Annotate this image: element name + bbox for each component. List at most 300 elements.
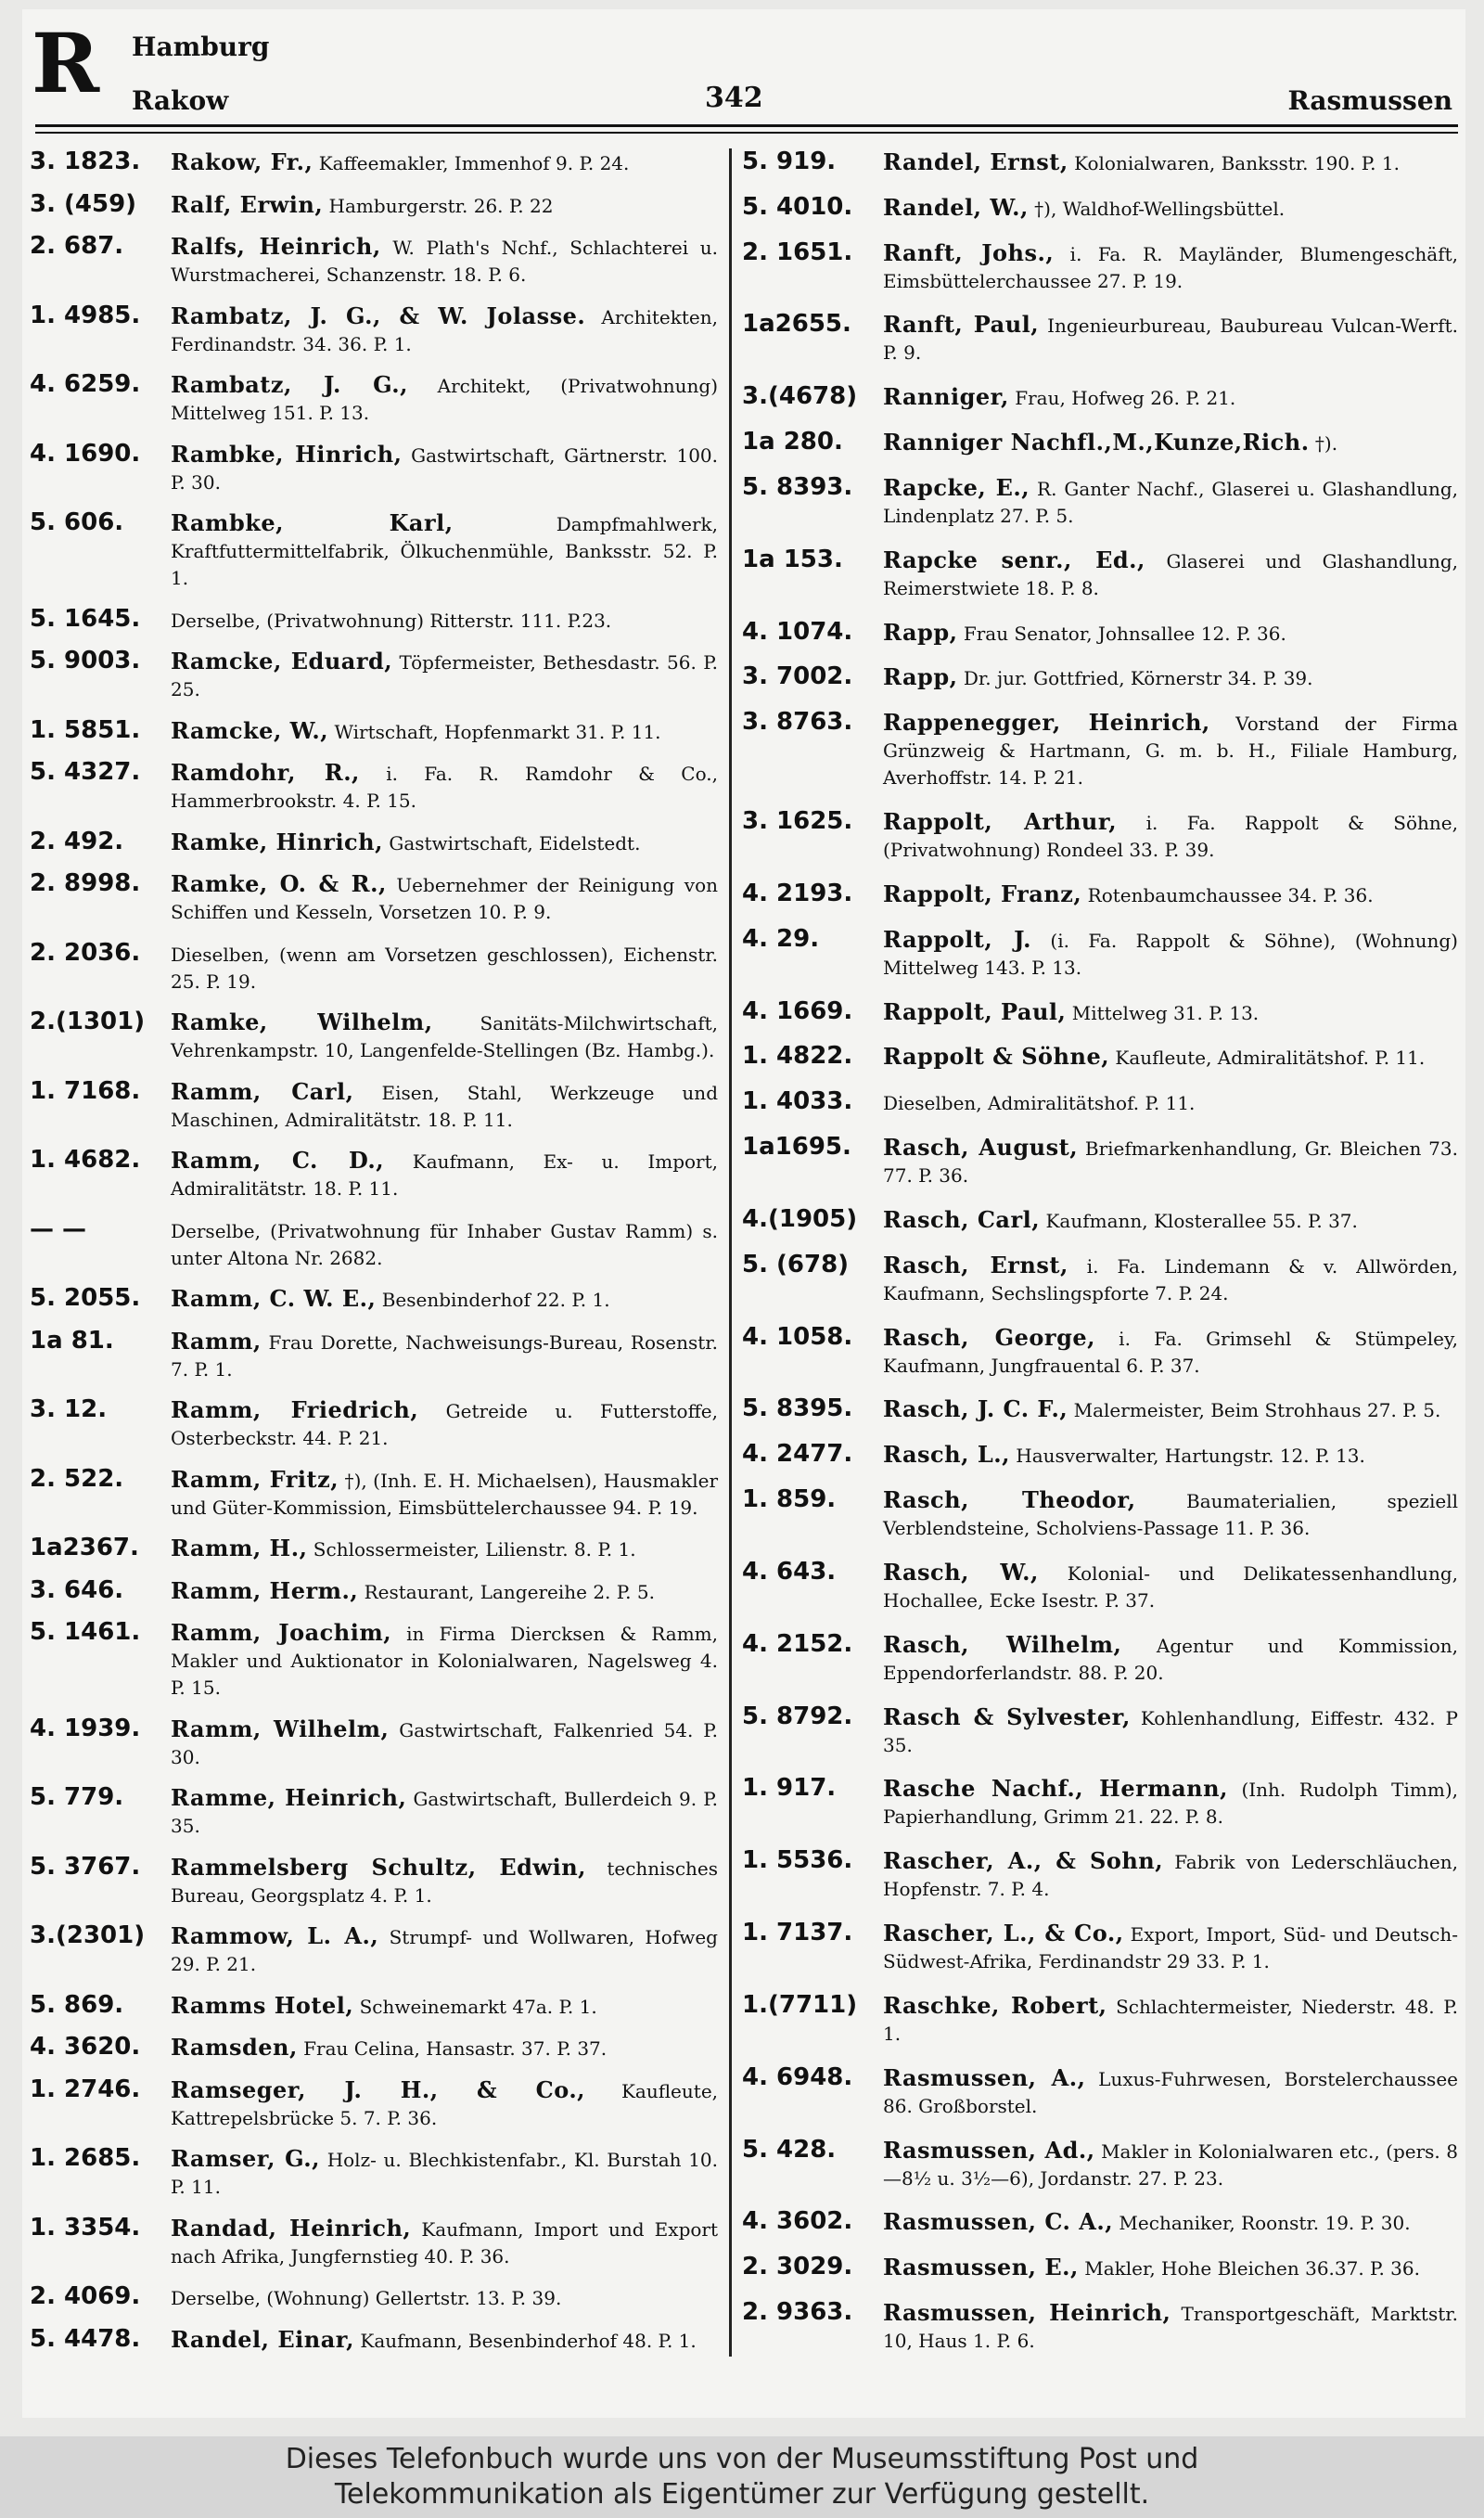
listing-entry: [30, 2076, 718, 2132]
phone-number: 1.(7711): [742, 1990, 858, 2019]
listing-text: [171, 1147, 718, 1202]
listing-details: Schlossermeister, Lilienstr. 8. P. 1.: [307, 1538, 636, 1561]
subscriber-name: Ramm, Herm.,: [171, 1576, 359, 1604]
phone-number: 1. 4682.: [30, 1146, 141, 1174]
page-number: 342: [705, 82, 763, 114]
subscriber-name: Rambke, Karl,: [171, 509, 454, 536]
listing-entry: [30, 1535, 718, 1563]
listing-details: Briefmarkenhandlung, Gr. Bleichen 73. 77. P. 36.: [883, 1137, 1458, 1188]
subscriber-name: Ranniger Nachfl.,M.,Kunze,Rich.: [883, 429, 1310, 456]
listing-text: [883, 2064, 1458, 2120]
listing-text: [171, 2326, 718, 2355]
phone-number: 2.(1301): [30, 1008, 146, 1035]
subscriber-name: Ramm, Joachim,: [171, 1619, 392, 1646]
subscriber-name: Rasch, August,: [883, 1134, 1079, 1162]
phone-number: 3. 1625.: [742, 807, 853, 836]
subscriber-name: Rasch & Sylvester,: [883, 1702, 1131, 1730]
listing-entry: [742, 1134, 1458, 1189]
subscriber-name: Rammelsberg Schultz, Edwin,: [171, 1853, 587, 1881]
phone-number: 1. 7168.: [30, 1076, 141, 1105]
listing-text: [171, 148, 718, 177]
subscriber-name: Ramm, C. D.,: [171, 1147, 385, 1174]
listing-entry: [30, 1285, 718, 1314]
subscriber-name: Ramke, Hinrich,: [171, 828, 383, 855]
listing-text: [883, 1486, 1458, 1542]
listing-text: [883, 474, 1458, 530]
subscriber-name: Rappolt & Söhne,: [883, 1043, 1110, 1071]
phone-number: 4. 3620.: [30, 2033, 141, 2061]
subscriber-name: Ranniger,: [883, 383, 1009, 411]
subscriber-name: Rasmussen, E.,: [883, 2254, 1079, 2281]
subscriber-name: Ramsden,: [171, 2034, 298, 2061]
listing-entry: [30, 1619, 718, 1702]
subscriber-name: Rasche Nachf., Hermann,: [883, 1775, 1228, 1803]
listing-entry: [742, 1559, 1458, 1614]
phone-number: 4. 1939.: [30, 1714, 141, 1742]
phone-number: 1a 280.: [742, 428, 843, 456]
subscriber-name: Ramm, Carl,: [171, 1077, 354, 1105]
listing-text: [883, 546, 1458, 602]
listing-entry: [30, 1466, 718, 1522]
listing-text: [883, 663, 1458, 692]
archive-notice: [0, 2436, 1484, 2518]
listing-entry: [30, 1992, 718, 2021]
listing-entry: [742, 1441, 1458, 1470]
listing-details: Uebernehmer der Reinigung von Schiffen und Kesseln, Vorsetzen 10. P. 9.: [171, 874, 718, 923]
listing-text: [171, 2145, 718, 2201]
phone-number: 3.(4678): [742, 382, 858, 411]
listing-details: Mittelweg 31. P. 13.: [1066, 1001, 1260, 1024]
listing-details: Agentur und Kommission, Eppendorferlandstr. 88. P. 20.: [883, 1634, 1458, 1684]
phone-number: 4. 1669.: [742, 996, 853, 1025]
listing-entry: [30, 1008, 718, 1064]
listing-entry: [30, 2326, 718, 2355]
listing-entry: [742, 2299, 1458, 2355]
phone-number: 1a 81.: [30, 1326, 114, 1355]
listing-details: (i. Fa. Rappolt & Söhne), (Wohnung) Mittelweg 143. P. 13.: [883, 929, 1458, 979]
phone-number: 1. 859.: [742, 1485, 837, 1514]
listing-details: i. Fa. Lindemann & v. Allwörden, Kaufmann, Sechslingspforte 7. P. 24.: [883, 1254, 1459, 1304]
listing-details: Kaufleute, Admiralitätshof. P. 11.: [1109, 1047, 1426, 1070]
listing-text: [171, 233, 718, 289]
phone-number: 4. 2193.: [742, 879, 853, 907]
phone-number: 5. 4327.: [30, 758, 141, 786]
subscriber-name: Rapcke senr., Ed.,: [883, 546, 1145, 573]
listing-text: [883, 1088, 1458, 1117]
phone-number: 1. 4985.: [30, 301, 141, 329]
listing-text: [171, 1078, 718, 1134]
subscriber-name: Rapp,: [883, 618, 958, 646]
listing-entry: [30, 606, 718, 635]
subscriber-name: Ramm, Wilhelm,: [171, 1715, 390, 1742]
listing-details: Schlachtermeister, Niederstr. 48. P. 1.: [883, 1995, 1458, 2045]
phone-number: 2. 522.: [30, 1464, 124, 1493]
phone-number: 3. 7002.: [742, 662, 853, 691]
listing-details: Getreide u. Futterstoffe, Osterbeckstr. 44. P. 21.: [171, 1400, 718, 1449]
subscriber-name: Rappolt, Paul,: [883, 997, 1067, 1025]
phone-number: 5. 2055.: [30, 1284, 141, 1312]
listing-text: [171, 1784, 718, 1840]
listing-text: [171, 1008, 718, 1064]
listing-details: Sanitäts-Milchwirtschaft, Vehrenkampstr. 10, Langenfelde-Stellingen (Bz. Hambg.).: [171, 1012, 718, 1061]
subscriber-name: Ralf, Erwin,: [171, 190, 324, 218]
listing-details: Kohlenhandlung, Eiffestr. 432. P 35.: [883, 1706, 1459, 1756]
phone-number: 4. 1690.: [30, 439, 141, 468]
phone-number: 5. 606.: [30, 508, 124, 536]
listing-text: [883, 998, 1458, 1027]
phone-number: 3. (459): [30, 189, 137, 218]
listing-text: [883, 880, 1458, 909]
subscriber-name: Rambke, Hinrich,: [171, 440, 403, 468]
subscriber-name: Rascher, L., & Co.,: [883, 1920, 1124, 1947]
listing-details: Dieselben, Admiralitätshof. P. 11.: [883, 1092, 1196, 1115]
listing-entry: [30, 2215, 718, 2270]
listing-details: †), Waldhof-Wellingsbüttel.: [1028, 197, 1286, 220]
listing-text: [171, 1577, 718, 1606]
listing-details: Wirtschaft, Hopfenmarkt 31. P. 11.: [328, 720, 661, 743]
listing-details: Kaufmann, Besenbinderhof 48. P. 1.: [354, 2329, 697, 2352]
listing-details: in Firma Diercksen & Ramm, Makler und Auktionator in Kolonialwaren, Nagelsweg 4. P. 15.: [171, 1623, 719, 1699]
phone-number: 3. 12.: [30, 1395, 108, 1423]
listing-text: [883, 311, 1458, 366]
listing-details: Kolonialwaren, Banksstr. 190. P. 1.: [1068, 152, 1400, 174]
listing-entry: [742, 383, 1458, 412]
phone-number: 1. 3354.: [30, 2213, 141, 2242]
listing-entry: [30, 717, 718, 746]
subscriber-name: Ralfs, Heinrich,: [171, 233, 381, 260]
left-column: [30, 148, 718, 2355]
phone-number: 4.(1905): [742, 1204, 858, 1233]
listing-details: Frau Celina, Hansastr. 37. P. 37.: [297, 2037, 608, 2060]
directory-page: [22, 9, 1465, 2418]
listing-entry: [30, 1078, 718, 1134]
listing-details: technisches Bureau, Georgsplatz 4. P. 1.: [171, 1856, 718, 1907]
listing-entry: [742, 2137, 1458, 2192]
listing-entry: [742, 663, 1458, 692]
phone-number: 1. 7137.: [742, 1919, 853, 1947]
listing-details: Frau, Hofweg 26. P. 21.: [1008, 387, 1236, 410]
listing-details: Kaufmann, Ex- u. Import, Admiralitätstr. 18. P. 11.: [171, 1150, 719, 1200]
listing-entry: [30, 233, 718, 289]
listing-text: [171, 940, 718, 996]
listing-text: [883, 1252, 1458, 1307]
listing-details: i. Fa. R. Ramdohr & Co., Hammerbrookstr. 4. P. 15.: [171, 763, 718, 812]
listing-text: [171, 302, 718, 358]
listing-text: [171, 1285, 718, 1314]
listing-text: [171, 606, 718, 635]
subscriber-name: Rappolt, Arthur,: [883, 808, 1118, 836]
listing-text: [171, 2034, 718, 2062]
phone-number: 3. 1823.: [30, 148, 141, 175]
listing-text: [171, 1535, 718, 1563]
phone-number: 1. 5851.: [30, 715, 141, 744]
listing-text: [883, 1559, 1458, 1614]
listing-entry: [742, 311, 1458, 366]
subscriber-name: Ranft, Paul,: [883, 311, 1040, 339]
subscriber-name: Ramm, Friedrich,: [171, 1396, 419, 1423]
phone-number: 5. 1461.: [30, 1618, 141, 1646]
listing-details: Makler in Kolonialwaren etc., (pers. 8—8½ u. 3½—6), Jordanstr. 27. P. 23.: [883, 2139, 1458, 2190]
listing-details: Eisen, Stahl, Werkzeuge und Maschinen, Admiralitätstr. 18. P. 11.: [171, 1081, 718, 1131]
listing-text: [171, 1328, 718, 1383]
subscriber-name: Rasch, J. C. F.,: [883, 1395, 1068, 1423]
subscriber-name: Rasmussen, Ad.,: [883, 2136, 1095, 2164]
listing-entry: [742, 474, 1458, 530]
notice-line-2: Telekommunikation als Eigentümer zur Verfügung gestellt.: [334, 2478, 1150, 2511]
listing-details: R. Ganter Nachf., Glaserei u. Glashandlung, Lindenplatz 27. P. 5.: [883, 477, 1458, 527]
listing-details: Derselbe, (Privatwohnung) Ritterstr. 111. P.23.: [171, 609, 612, 632]
listing-details: Export, Import, Süd- und Deutsch-Südwest-Afrika, Ferdinandstr 29 33. P. 1.: [883, 1923, 1458, 1973]
listing-details: Gastwirtschaft, Eidelstedt.: [382, 831, 641, 854]
listing-text: [171, 829, 718, 857]
listing-text: [171, 1715, 718, 1771]
subscriber-name: Randel, Einar,: [171, 2325, 355, 2353]
listing-entry: [742, 2064, 1458, 2120]
listing-text: [883, 2137, 1458, 2192]
listing-entry: [30, 2283, 718, 2312]
listing-entry: [30, 302, 718, 358]
phone-number: 5. 869.: [30, 1990, 124, 2019]
listing-details: Vorstand der Firma Grünzweig & Hartmann, G. m. b. H., Filiale Hamburg, Averhoffstr. 14. P. 21.: [883, 713, 1458, 790]
listing-text: [171, 191, 718, 220]
phone-number: 2. 9363.: [742, 2297, 853, 2326]
subscriber-name: Rasch, Theodor,: [883, 1486, 1136, 1514]
listing-text: [883, 429, 1458, 457]
phone-number: 3. 646.: [30, 1575, 124, 1604]
listing-details: Strumpf- und Wollwaren, Hofweg 29. P. 21.: [171, 1926, 718, 1975]
listing-details: †).: [1309, 432, 1338, 456]
phone-number: 5. 1645.: [30, 604, 141, 633]
phone-number: 5. 9003.: [30, 647, 141, 674]
listing-text: [171, 509, 718, 592]
listing-details: Transportgeschäft, Marktstr. 10, Haus 1. P. 6.: [883, 2302, 1458, 2352]
subscriber-name: Rapp,: [883, 663, 958, 691]
listing-entry: [30, 509, 718, 592]
listing-details: Rotenbaumchaussee 34. P. 36.: [1081, 883, 1374, 906]
first-entry-heading: Rakow: [132, 85, 229, 116]
listing-details: Luxus-Fuhrwesen, Borstelerchaussee 86. Großborstel.: [883, 2067, 1458, 2117]
listing-details: W. Plath's Nchf., Schlachterei u. Wurstmacherei, Schanzenstr. 18. P. 6.: [171, 237, 718, 286]
listing-text: [171, 1922, 718, 1978]
listing-text: [883, 1324, 1458, 1380]
listing-entry: [742, 998, 1458, 1027]
listing-entry: [742, 1324, 1458, 1380]
listing-entry: [30, 148, 718, 177]
listing-details: Architekten, Ferdinandstr. 34. 36. P. 1.: [171, 305, 718, 355]
city-heading: Hamburg: [132, 32, 270, 62]
listing-text: [171, 1466, 718, 1522]
listing-entry: [30, 1854, 718, 1909]
listing-text: [883, 808, 1458, 864]
listing-entry: [30, 1396, 718, 1452]
listing-details: Gastwirtschaft, Falkenried 54. P. 30.: [171, 1718, 718, 1768]
listing-details: Derselbe, (Wohnung) Gellertstr. 13. P. 39.: [171, 2287, 562, 2309]
listing-text: [883, 148, 1458, 177]
listing-entry: [30, 371, 718, 427]
listing-details: (Inh. Rudolph Timm), Papierhandlung, Grimm 21. 22. P. 8.: [883, 1779, 1458, 1829]
header-rule-thin: [35, 132, 1458, 134]
subscriber-name: Rappenegger, Heinrich,: [883, 709, 1210, 737]
listing-details: Derselbe, (Privatwohnung für Inhaber Gustav Ramm) s. unter Altona Nr. 2682.: [171, 1219, 718, 1269]
listing-details: Kaufleute, Kattrepelsbrücke 5. 7. P. 36.: [171, 2079, 719, 2129]
listing-entry: [30, 1784, 718, 1840]
phone-number: 2. 8998.: [30, 869, 141, 897]
listing-entry: [742, 1847, 1458, 1903]
listing-text: [883, 383, 1458, 412]
listing-text: [883, 1992, 1458, 2048]
subscriber-name: Ramcke, W.,: [171, 716, 329, 744]
subscriber-name: Ramdohr, R.,: [171, 759, 360, 786]
subscriber-name: Rappolt, Franz,: [883, 880, 1082, 907]
phone-number: 1. 2746.: [30, 2075, 141, 2103]
listing-details: Frau Senator, Johnsallee 12. P. 36.: [957, 622, 1286, 645]
section-letter: R: [32, 15, 100, 111]
phone-number: 1a2655.: [742, 310, 851, 339]
subscriber-name: Rasmussen, A.,: [883, 2063, 1086, 2091]
phone-number: 5. 428.: [742, 2135, 837, 2164]
phone-number: 4. 29.: [742, 924, 820, 953]
phone-number: 4. 643.: [742, 1557, 837, 1586]
listing-entry: [742, 429, 1458, 457]
subscriber-name: Rascher, A., & Sohn,: [883, 1847, 1164, 1875]
subscriber-name: Ramke, O. & R.,: [171, 870, 387, 897]
column-divider: [729, 148, 732, 2357]
phone-number: 4. 2152.: [742, 1629, 853, 1658]
subscriber-name: Ramms Hotel,: [171, 1991, 354, 2019]
listing-text: [883, 1043, 1458, 1072]
listing-entry: [742, 1252, 1458, 1307]
listing-text: [171, 1396, 718, 1452]
listing-details: Gastwirtschaft, Gärtnerstr. 100. P. 30.: [171, 443, 718, 494]
listing-entry: [30, 2145, 718, 2201]
phone-number: 2. 687.: [30, 232, 124, 260]
listing-entry: [30, 1577, 718, 1606]
subscriber-name: Ramseger, J. H., & Co.,: [171, 2075, 586, 2103]
listing-entry: [742, 1486, 1458, 1542]
phone-number: 5. 919.: [742, 148, 837, 175]
listing-entry: [30, 1328, 718, 1383]
listing-details: Baumaterialien, speziell Verblendsteine, Scholviens-Passage 11. P. 36.: [883, 1490, 1458, 1540]
listing-text: [171, 371, 718, 427]
listing-text: [171, 2215, 718, 2270]
listing-entry: [742, 194, 1458, 223]
listing-entry: [742, 1775, 1458, 1831]
subscriber-name: Ramm, C. W. E.,: [171, 1285, 377, 1312]
listing-details: Kaufmann, Klosterallee 55. P. 37.: [1040, 1209, 1358, 1232]
listing-text: [171, 648, 718, 703]
listing-details: Töpfermeister, Bethesdastr. 56. P. 25.: [171, 651, 718, 700]
listing-entry: [30, 870, 718, 926]
subscriber-name: Ramke, Wilhelm,: [171, 1008, 433, 1035]
listing-details: Makler, Hohe Bleichen 36.37. P. 36.: [1078, 2257, 1420, 2280]
listing-details: Malermeister, Beim Strohhaus 27. P. 5.: [1068, 1399, 1441, 1422]
listing-entry: [30, 648, 718, 703]
phone-number: 1. 917.: [742, 1774, 837, 1803]
listing-entry: [742, 1920, 1458, 1975]
listing-entry: [742, 619, 1458, 648]
listing-text: [171, 870, 718, 926]
phone-number: 4. 6259.: [30, 370, 141, 398]
subscriber-name: Rasch, Wilhelm,: [883, 1630, 1122, 1658]
listing-text: [883, 619, 1458, 648]
listing-text: [883, 1395, 1458, 1424]
listing-text: [171, 1619, 718, 1702]
phone-number: 5. 8393.: [742, 472, 853, 501]
listing-entry: [30, 829, 718, 857]
phone-number: 4. 1074.: [742, 617, 853, 646]
listing-entry: [30, 191, 718, 220]
listing-details: †), (Inh. E. H. Michaelsen), Hausmakler und Güter-Kommission, Eimsbüttelerchaussee 94. P. 19.: [171, 1469, 719, 1519]
listing-entry: [742, 1703, 1458, 1759]
phone-number: 2. 3029.: [742, 2253, 853, 2281]
listing-details: Holz- u. Blechkistenfabr., Kl. Burstah 10. P. 11.: [171, 2149, 718, 2198]
phone-number: 1. 5536.: [742, 1846, 853, 1875]
listing-text: [883, 1134, 1458, 1189]
listing-details: Schweinemarkt 47a. P. 1.: [353, 1995, 597, 2018]
listing-text: [883, 1631, 1458, 1687]
listing-text: [883, 239, 1458, 295]
subscriber-name: Randad, Heinrich,: [171, 2214, 412, 2242]
listing-entry: [742, 1631, 1458, 1687]
listing-details: Mechaniker, Roonstr. 19. P. 30.: [1113, 2212, 1411, 2235]
listing-details: Hausverwalter, Hartungstr. 12. P. 13.: [1009, 1445, 1365, 1468]
subscriber-name: Ramm, H.,: [171, 1535, 308, 1561]
listing-entry: [742, 546, 1458, 602]
listing-entry: [742, 1206, 1458, 1235]
right-column: [742, 148, 1458, 2355]
listing-details: Kolonial- und Delikatessenhandlung, Hochallee, Ecke Isestr. P. 37.: [883, 1561, 1458, 1612]
notice-line-1: Dieses Telefonbuch wurde uns von der Museumsstiftung Post und: [285, 2443, 1199, 2475]
phone-number: 3.(2301): [30, 1921, 146, 1949]
listing-details: i. Fa. Grimsehl & Stümpeley, Kaufmann, Jungfrauental 6. P. 37.: [883, 1327, 1458, 1377]
listing-entry: [30, 441, 718, 496]
phone-number: — —: [30, 1214, 87, 1243]
listing-entry: [30, 1216, 718, 1272]
subscriber-name: Randel, Ernst,: [883, 148, 1068, 175]
listing-text: [171, 1992, 718, 2021]
phone-number: 1. 2685.: [30, 2144, 141, 2172]
listing-details: Hamburgerstr. 26. P. 22: [323, 194, 554, 217]
listing-details: Besenbinderhof 22. P. 1.: [376, 1289, 610, 1311]
subscriber-name: Rasch, Carl,: [883, 1205, 1041, 1233]
listing-details: Restaurant, Langereihe 2. P. 5.: [358, 1580, 655, 1603]
listing-text: [883, 194, 1458, 223]
listing-details: Ingenieurbureau, Baubureau Vulcan-Werft. P. 9.: [883, 315, 1458, 365]
listing-details: Dampfmahlwerk, Kraftfuttermittelfabrik, Ölkuchenmühle, Banksstr. 52. P. 1.: [171, 513, 718, 589]
listing-text: [171, 759, 718, 815]
listing-text: [171, 1854, 718, 1909]
listing-text: [171, 1216, 718, 1272]
phone-number: 5. 4478.: [30, 2324, 141, 2353]
subscriber-name: Ramm, Fritz,: [171, 1465, 339, 1493]
listing-entry: [30, 1715, 718, 1771]
listing-details: i. Fa. R. Mayländer, Blumengeschäft, Eimsbüttelerchaussee 27. P. 19.: [883, 242, 1458, 292]
listing-text: [171, 2283, 718, 2312]
subscriber-name: Rasmussen, C. A.,: [883, 2208, 1114, 2236]
listing-text: [883, 1703, 1458, 1759]
listing-details: Fabrik von Lederschläuchen, Hopfenstr. 7. P. 4.: [883, 1851, 1458, 1901]
listing-text: [883, 2299, 1458, 2355]
subscriber-name: Rasch, George,: [883, 1323, 1095, 1351]
listing-text: [883, 2208, 1458, 2237]
listing-entry: [742, 880, 1458, 909]
listing-entry: [742, 239, 1458, 295]
subscriber-name: Rapcke, E.,: [883, 473, 1030, 501]
listing-entry: [742, 926, 1458, 982]
subscriber-name: Rakow, Fr.,: [171, 148, 313, 175]
phone-number: 2. 4069.: [30, 2282, 141, 2310]
listing-entry: [30, 759, 718, 815]
